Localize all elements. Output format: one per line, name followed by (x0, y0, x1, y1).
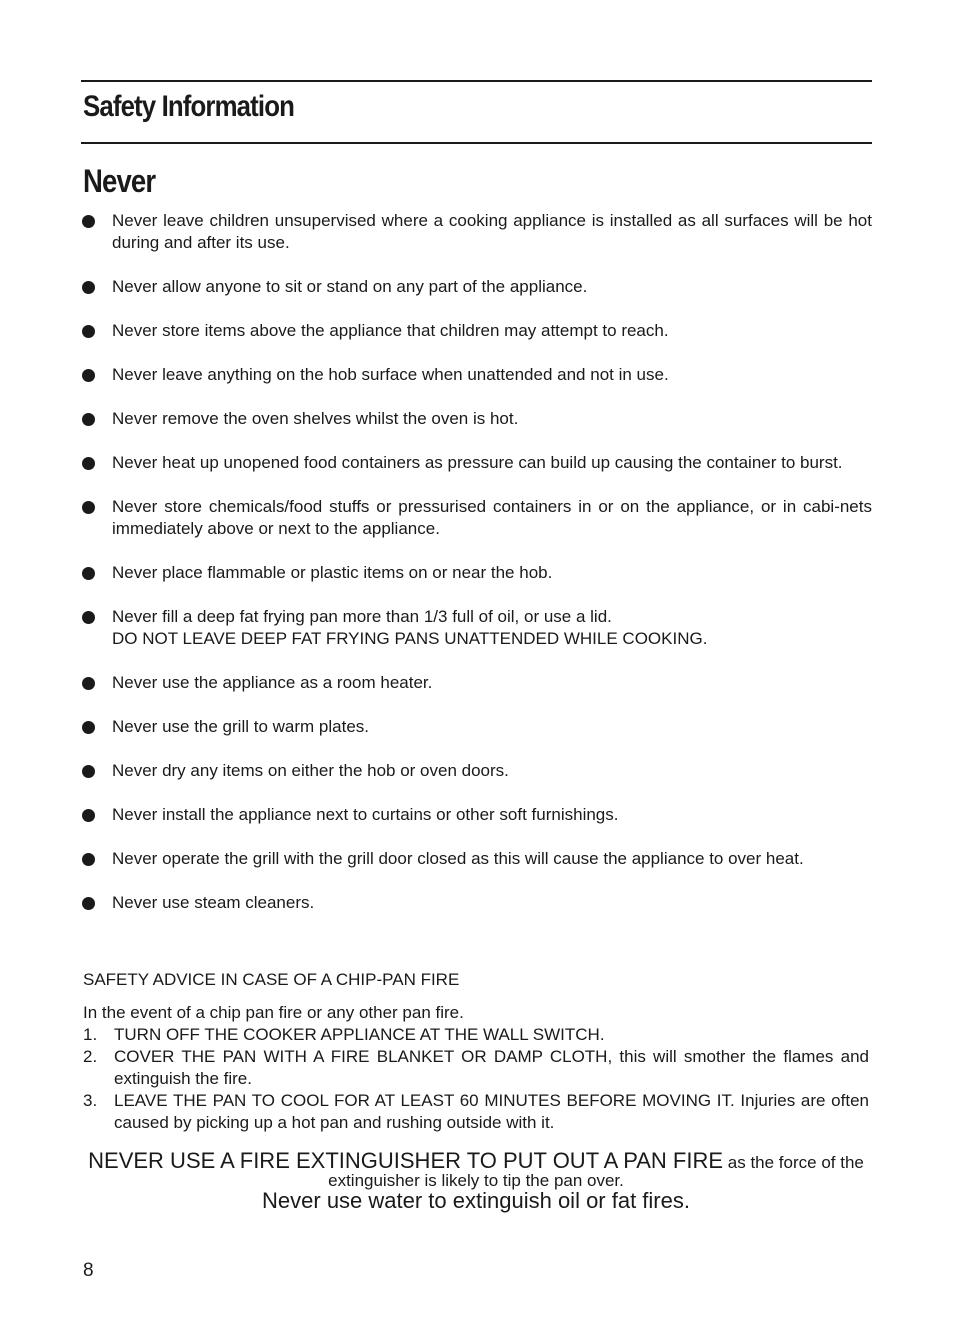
step-number: 1. (83, 1025, 98, 1044)
never-item-text: Never store items above the appliance that children may attempt to reach. (112, 321, 669, 340)
never-item-warning-line: DO NOT LEAVE DEEP FAT FRYING PANS UNATTENDED WHILE COOKING. (112, 629, 708, 648)
bullet-icon (82, 677, 95, 690)
bullet-icon (82, 501, 95, 514)
advice-step (83, 1024, 869, 1046)
header-top-rule (81, 80, 872, 82)
never-item (81, 562, 872, 584)
bullet-icon (82, 457, 95, 470)
never-item-text: Never heat up unopened food containers as pressure can build up causing the container to burst. (112, 453, 843, 472)
never-item (81, 496, 872, 540)
never-list (81, 210, 872, 936)
step-text: TURN OFF THE COOKER APPLIANCE AT THE WALL SWITCH. (114, 1025, 605, 1044)
page-number: 8 (83, 1260, 94, 1281)
advice-step (83, 1046, 869, 1090)
step-text: COVER THE PAN WITH A FIRE BLANKET OR DAMP CLOTH, this will smother the flames and extinguish the fire. (114, 1047, 869, 1088)
never-item-text: Never leave children unsupervised where a cooking appliance is installed as all surfaces will be hot during and after its use. (112, 211, 872, 252)
never-item-text: Never remove the oven shelves whilst the oven is hot. (112, 409, 519, 428)
step-number: 3. (83, 1091, 98, 1110)
never-item (81, 760, 872, 782)
warning-strong-text: NEVER USE A FIRE EXTINGUISHER TO PUT OUT A PAN FIRE (88, 1148, 724, 1173)
bullet-icon (82, 567, 95, 580)
never-item (81, 210, 872, 254)
step-text: LEAVE THE PAN TO COOL FOR AT LEAST 60 MINUTES BEFORE MOVING IT. Injuries are often caused by picking up a hot pan and rushing outside with it. (114, 1091, 869, 1132)
never-item-text: Never operate the grill with the grill door closed as this will cause the appliance to over heat. (112, 849, 804, 868)
never-item-text: Never place flammable or plastic items on or near the hob. (112, 563, 553, 582)
header-bottom-rule (81, 142, 872, 144)
never-item-text: Never dry any items on either the hob or oven doors. (112, 761, 509, 780)
warning-continuation: extinguisher is likely to tip the pan over. (328, 1171, 624, 1190)
advice-heading: SAFETY ADVICE IN CASE OF A CHIP-PAN FIRE (83, 970, 460, 989)
never-item-text: Never fill a deep fat frying pan more than 1/3 full of oil, or use a lid. (112, 607, 612, 626)
advice-intro: In the event of a chip pan fire or any other pan fire. (83, 1003, 464, 1022)
never-item (81, 804, 872, 826)
never-item (81, 320, 872, 342)
bullet-icon (82, 611, 95, 624)
bullet-icon (82, 413, 95, 426)
never-item (81, 892, 872, 914)
never-item (81, 408, 872, 430)
bullet-icon (82, 215, 95, 228)
warning-rest-text: as the force of the (723, 1153, 864, 1172)
bullet-icon (82, 325, 95, 338)
bullet-icon (82, 281, 95, 294)
chip-pan-fire-advice (83, 969, 869, 1134)
never-item-text: Never store chemicals/food stuffs or pressurised containers in or on the appliance, or in cabi-nets immediately above or next to the appliance. (112, 497, 872, 538)
bullet-icon (82, 809, 95, 822)
advice-step (83, 1090, 869, 1134)
never-item-text: Never allow anyone to sit or stand on any part of the appliance. (112, 277, 588, 296)
extinguisher-warning (83, 1150, 869, 1212)
never-item-text: Never use steam cleaners. (112, 893, 315, 912)
section-title: Safety Information (83, 90, 295, 123)
never-heading: Never (83, 163, 156, 199)
never-item (81, 848, 872, 870)
never-item (81, 452, 872, 474)
never-item-text: Never use the grill to warm plates. (112, 717, 369, 736)
never-item (81, 716, 872, 738)
never-item-text: Never install the appliance next to curtains or other soft furnishings. (112, 805, 619, 824)
bullet-icon (82, 369, 95, 382)
never-item (81, 364, 872, 386)
water-warning: Never use water to extinguish oil or fat fires. (262, 1188, 690, 1213)
step-number: 2. (83, 1047, 98, 1066)
bullet-icon (82, 721, 95, 734)
never-item (81, 606, 872, 650)
never-item (81, 276, 872, 298)
advice-steps (83, 1024, 869, 1134)
bullet-icon (82, 853, 95, 866)
bullet-icon (82, 897, 95, 910)
never-item (81, 672, 872, 694)
never-item-text: Never use the appliance as a room heater. (112, 673, 433, 692)
never-item-text: Never leave anything on the hob surface when unattended and not in use. (112, 365, 669, 384)
bullet-icon (82, 765, 95, 778)
